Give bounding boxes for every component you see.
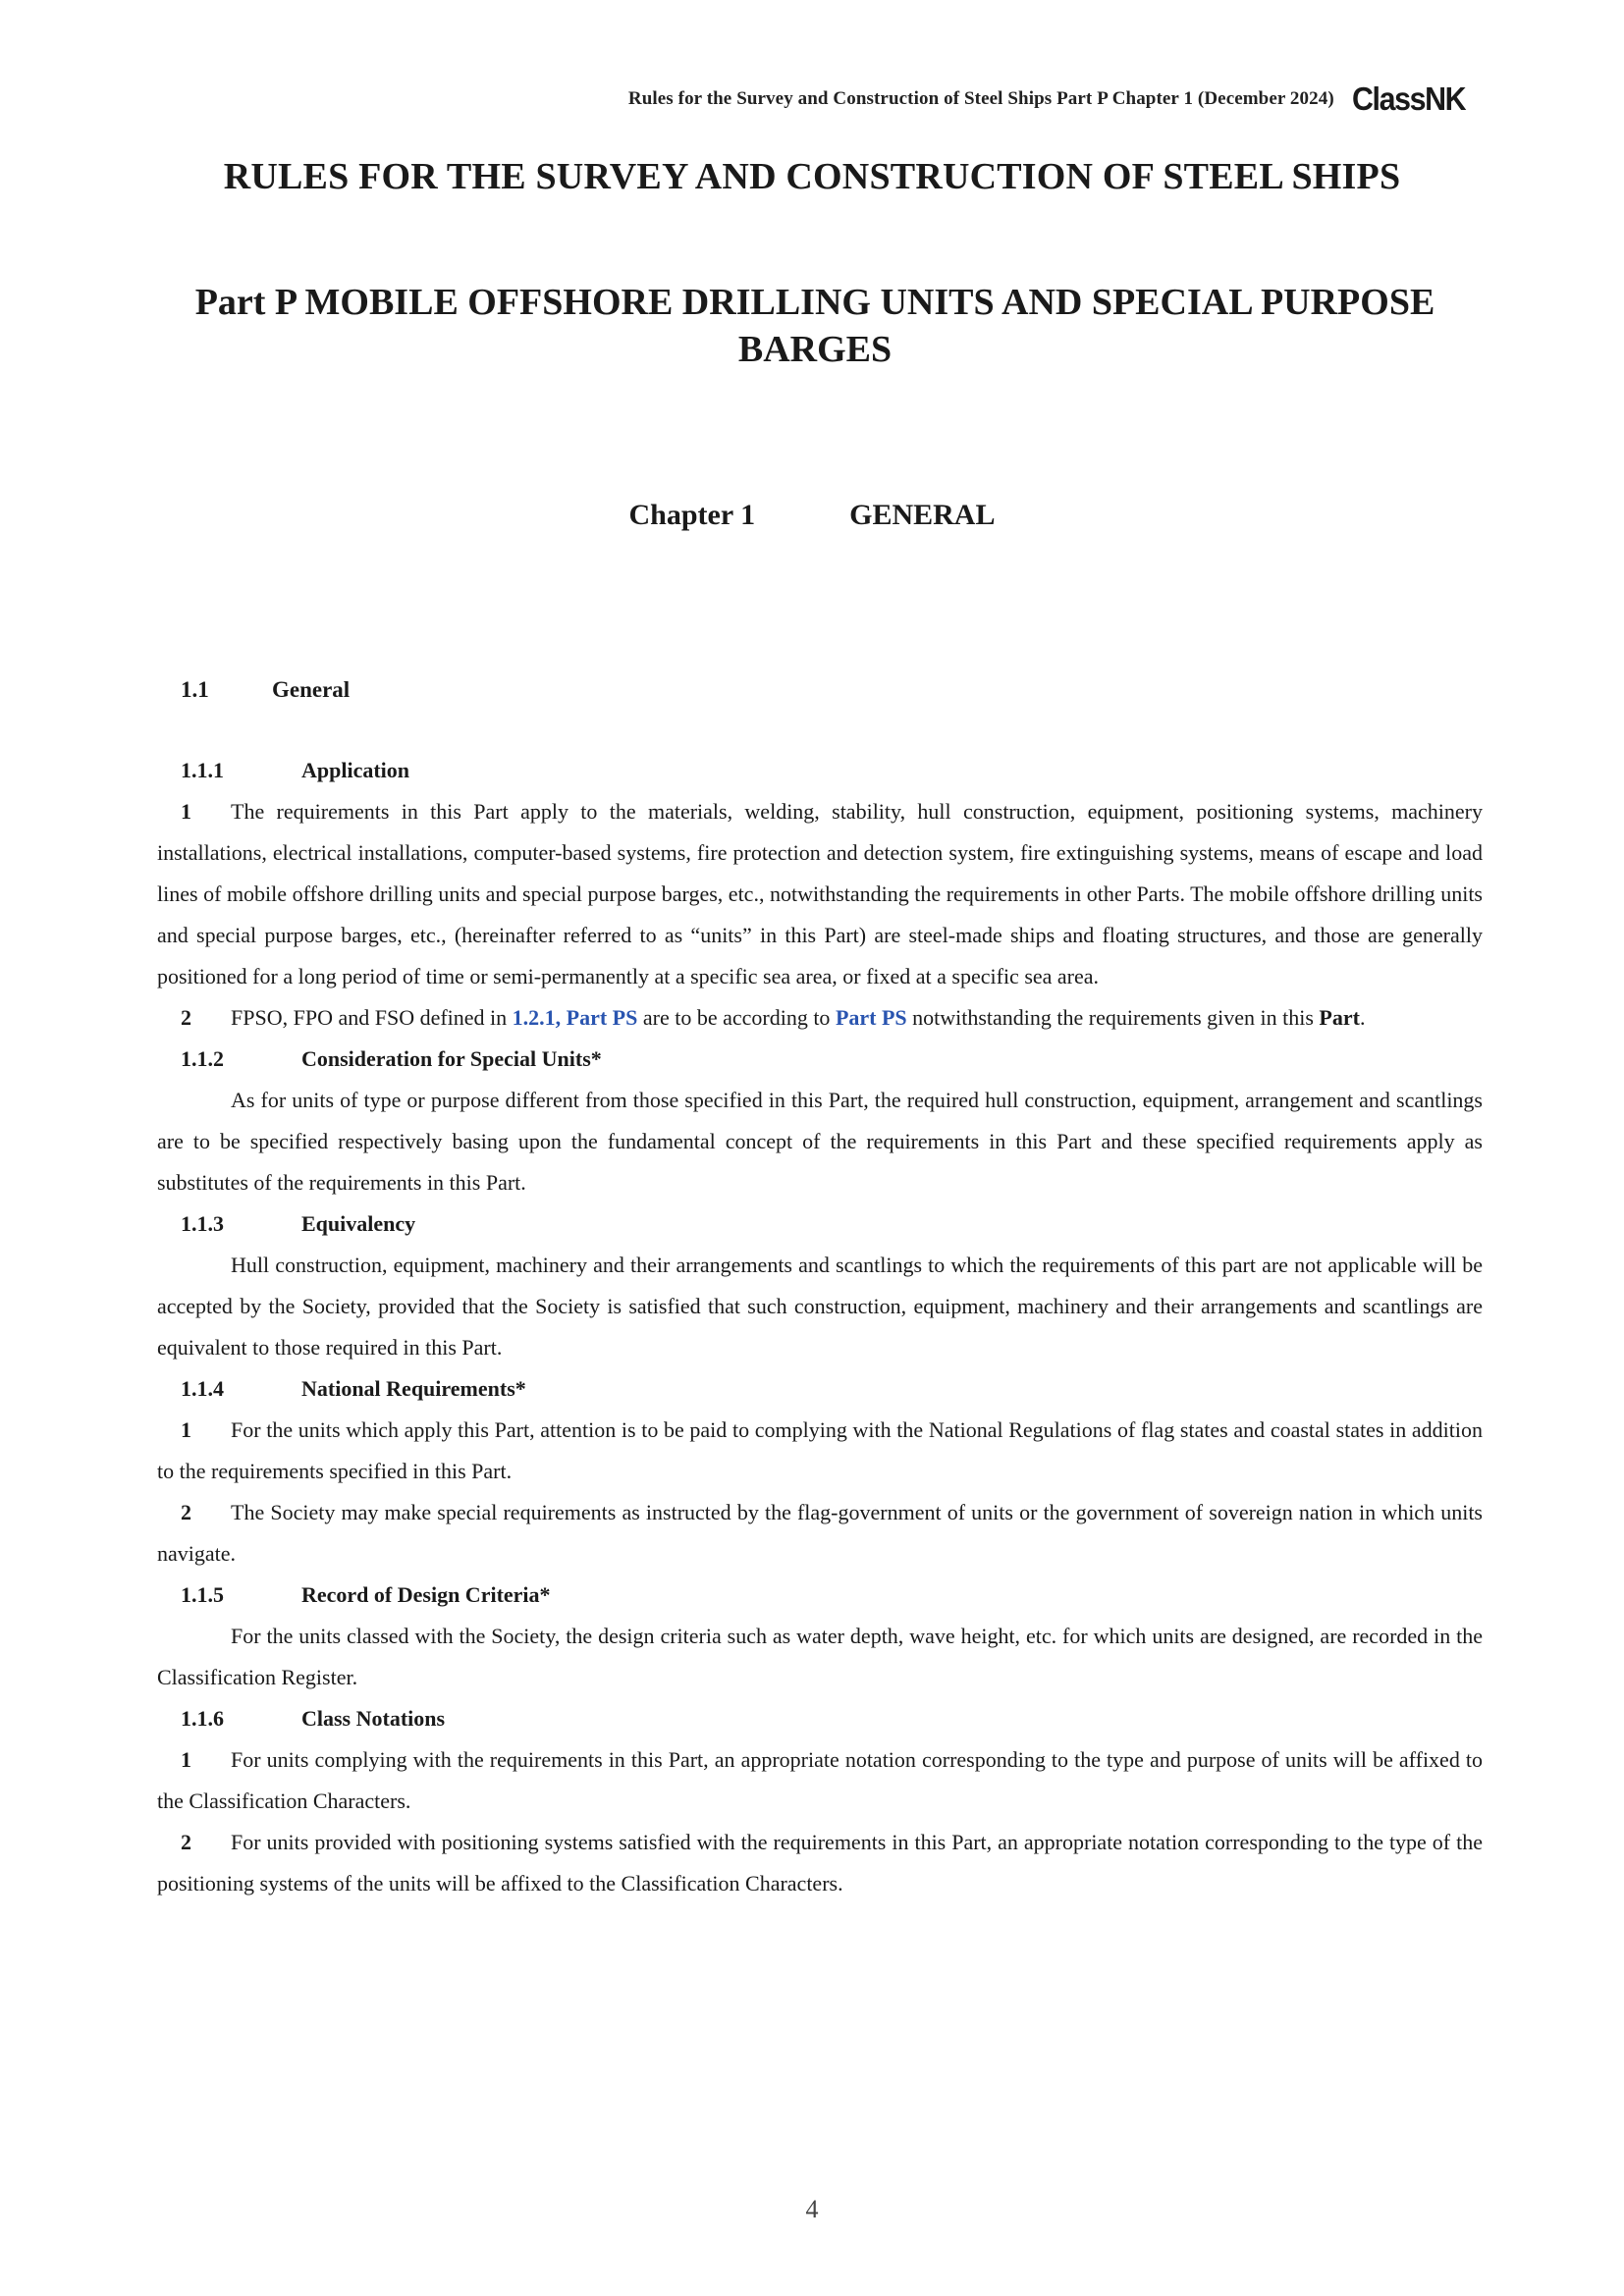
paragraph-number: 2 <box>181 1005 191 1030</box>
paragraph-1-1-1-1 <box>157 791 1483 997</box>
classnk-logo: ClassNK <box>1351 80 1465 117</box>
part-title: Part P MOBILE OFFSHORE DRILLING UNITS AND SPECIAL PURPOSE BARGES <box>194 282 1435 370</box>
subsection-title: Consideration for Special Units* <box>301 1046 602 1071</box>
paragraph-1-1-5: For the units classed with the Society, the design criteria such as water depth, wave height, etc. for which units are designed, are recorded in the Classification Register. <box>157 1624 1483 1689</box>
subsection-heading-1-1-4 <box>157 1368 1483 1410</box>
document-body <box>157 669 1483 1904</box>
subsection-number: 1.1.5 <box>181 1582 224 1607</box>
reference-link-part-ps[interactable]: Part PS <box>835 1005 907 1030</box>
paragraph-1-1-2: As for units of type or purpose different from those specified in this Part, the required hull construction, equipment, arrangement and scantlings are to be specified respectively basing upon the fundamental concept of the requirements in this Part and these specified requirements apply as substitutes of the requirements in this Part. <box>157 1088 1483 1195</box>
subsection-title: Record of Design Criteria* <box>301 1582 551 1607</box>
paragraph-text: FPSO, FPO and FSO defined in <box>231 1005 513 1030</box>
paragraph-1-1-4-1 <box>157 1410 1483 1492</box>
paragraph-text: . <box>1359 1005 1366 1030</box>
subsection-number: 1.1.4 <box>181 1376 224 1401</box>
subsection-heading-1-1-2 <box>157 1039 1483 1080</box>
paragraph-text: For the units which apply this Part, attention is to be paid to complying with the National Regulations of flag states and coastal states in addition to the requirements specified in this Part. <box>157 1417 1483 1483</box>
paragraph-1-1-6-1 <box>157 1739 1483 1822</box>
section-number: 1.1 <box>181 677 209 702</box>
subsection-number: 1.1.2 <box>181 1046 224 1071</box>
chapter-name: GENERAL <box>849 499 996 531</box>
subsection-title: Application <box>301 758 410 782</box>
paragraph-text: notwithstanding the requirements given in this <box>906 1005 1320 1030</box>
subsection-number: 1.1.6 <box>181 1706 224 1731</box>
subsection-heading-1-1-1 <box>157 750 1483 791</box>
paragraph-text: For units provided with positioning systems satisfied with the requirements in this Part, an appropriate notation corresponding to the type of the positioning systems of the units will be affixed to the Classification Characters. <box>157 1830 1483 1896</box>
running-header-title: Rules for the Survey and Construction of Steel Ships Part P Chapter 1 (December 2024) <box>627 87 1334 109</box>
paragraph-1-1-4-2 <box>157 1492 1483 1575</box>
subsection-title: Equivalency <box>301 1211 416 1236</box>
paragraph-number: 1 <box>181 1417 191 1442</box>
paragraph-text: The Society may make special requirements as instructed by the flag-government of units or the government of sovereign nation in which units navigate. <box>157 1500 1483 1566</box>
paragraph-number: 1 <box>181 1747 191 1772</box>
paragraph-1-1-1-2 <box>157 997 1483 1039</box>
paragraph-text: For units complying with the requirements in this Part, an appropriate notation corresponding to the type and purpose of units will be affixed to the Classification Characters. <box>157 1747 1483 1813</box>
running-header <box>628 82 1475 115</box>
chapter-title <box>0 499 1624 532</box>
reference-link-1-2-1-part-ps[interactable]: 1.2.1, Part PS <box>512 1005 638 1030</box>
chapter-number: Chapter 1 <box>628 499 756 531</box>
section-heading <box>157 669 1483 711</box>
paragraph-number: 1 <box>181 799 191 824</box>
paragraph-text: are to be according to <box>637 1005 836 1030</box>
subsection-heading-1-1-5 <box>157 1575 1483 1616</box>
subsection-title: National Requirements* <box>301 1376 526 1401</box>
subsection-title: Class Notations <box>301 1706 446 1731</box>
subsection-heading-1-1-6 <box>157 1698 1483 1739</box>
paragraph-number: 2 <box>181 1830 191 1854</box>
paragraph-1-1-6-2 <box>157 1822 1483 1904</box>
paragraph-1-1-3: Hull construction, equipment, machinery and their arrangements and scantlings to which the requirements of this part are not applicable will be accepted by the Society, provided that the Society is satisfied that such construction, equipment, machinery and their arrangements and scantlings are equivalent to those required in this Part. <box>157 1253 1483 1360</box>
paragraph-text: The requirements in this Part apply to the materials, welding, stability, hull construction, equipment, positioning systems, machinery installations, electrical installations, computer-based systems, fire protection and detection system, fire extinguishing systems, means of escape and load lines of mobile offshore drilling units and special purpose barges, etc., notwithstanding the requirements in other Parts. The mobile offshore drilling units and special purpose barges, etc., (hereinafter referred to as “units” in this Part) are steel-made ships and floating structures, and those are generally positioned for a long period of time or semi-permanently at a specific sea area, or fixed at a specific sea area. <box>157 799 1483 988</box>
document-title: RULES FOR THE SURVEY AND CONSTRUCTION OF STEEL SHIPS <box>223 156 1401 197</box>
paragraph-bold-text: Part <box>1319 1005 1360 1030</box>
page-number: 4 <box>805 2195 819 2223</box>
subsection-heading-1-1-3 <box>157 1203 1483 1245</box>
subsection-number: 1.1.3 <box>181 1211 224 1236</box>
section-title: General <box>272 677 351 702</box>
subsection-number: 1.1.1 <box>181 758 224 782</box>
paragraph-number: 2 <box>181 1500 191 1524</box>
